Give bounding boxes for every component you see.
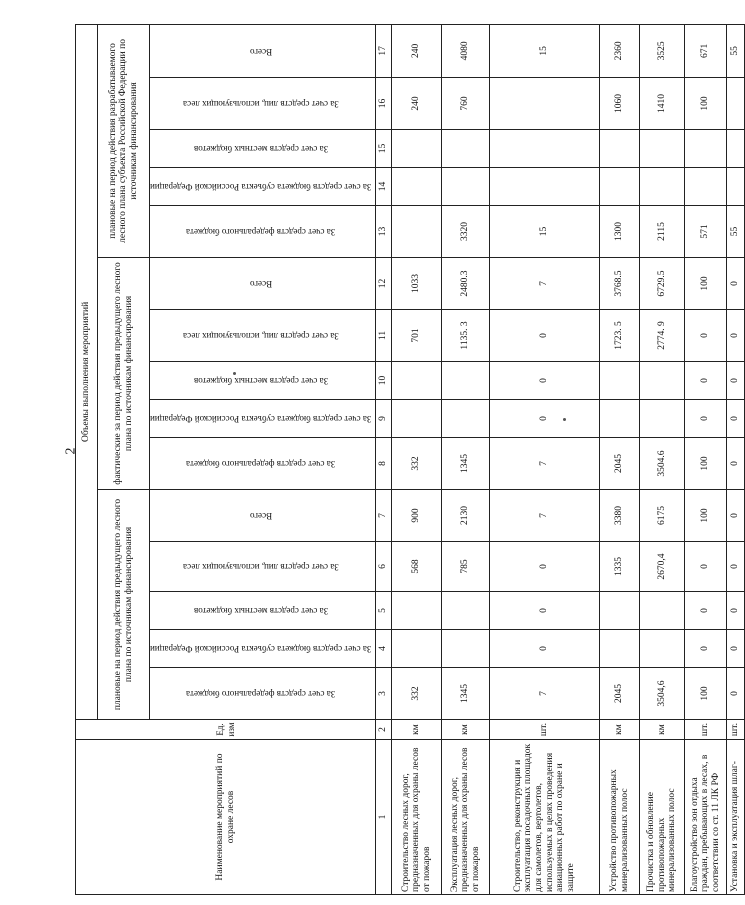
column-number: 3	[376, 668, 392, 720]
value-cell-15	[600, 130, 640, 168]
column-number: 13	[376, 206, 392, 258]
value-cell-16: 1060	[600, 78, 640, 130]
value-cell-17: 3525	[640, 24, 685, 77]
header-source-total: Всего	[150, 490, 376, 542]
value-cell-9: 0	[727, 400, 745, 438]
header-activity-name: Наименование мероприятий по охране лесов	[76, 740, 376, 895]
header-group-planned-new: плановые на период действия разрабатываемого лесного плана субъекта Российской Федерации по источникам финансирования	[98, 24, 150, 257]
value-cell-12: 6729.5	[640, 258, 685, 310]
value-cell-17: 671	[685, 24, 727, 77]
value-cell-14	[640, 168, 685, 206]
value-cell-6: 0	[685, 542, 727, 592]
unit-cell: км	[442, 720, 490, 740]
value-cell-6: 0	[490, 542, 600, 592]
value-cell-7: 0	[727, 490, 745, 542]
value-cell-7: 7	[490, 490, 600, 542]
column-number: 10	[376, 362, 392, 400]
header-source-regional: За счет средств бюджета субъекта Российской Федерации	[150, 630, 376, 668]
header-group-actual-prev: фактические за период действия предыдущего лесного плана по источникам финансирования	[98, 258, 150, 490]
value-cell-10	[442, 362, 490, 400]
column-number: 9	[376, 400, 392, 438]
value-cell-4	[640, 630, 685, 668]
value-cell-6: 785	[442, 542, 490, 592]
column-number: 11	[376, 310, 392, 362]
header-source-federal: За счет средств федерального бюджета	[150, 438, 376, 490]
activity-name-cell: Строительство лесных дорог, предназначенных для охраны лесов от пожаров	[392, 740, 442, 895]
value-cell-3: 7	[490, 668, 600, 720]
value-cell-17: 55	[727, 24, 745, 77]
value-cell-8: 2045	[600, 438, 640, 490]
table-row	[600, 24, 640, 894]
value-cell-3: 1345	[442, 668, 490, 720]
value-cell-7: 3380	[600, 490, 640, 542]
header-source-local: За счет средств местных бюджетов	[150, 362, 376, 400]
value-cell-5	[392, 592, 442, 630]
value-cell-9	[640, 400, 685, 438]
activity-name-cell: Устройство противопожарных минерализованных полос	[600, 740, 640, 895]
value-cell-4: 0	[685, 630, 727, 668]
header-group-planned-prev: плановые на период действия предыдущего лесного плана по источникам финансирования	[98, 490, 150, 720]
value-cell-14	[727, 168, 745, 206]
column-number: 14	[376, 168, 392, 206]
activity-name-cell: Строительство, реконструкция и эксплуатация посадочных площадок для самолетов, вертолетов, используемых в целях проведения авиационных работ по охране и защите	[490, 740, 600, 895]
unit-cell: км	[600, 720, 640, 740]
header-title: Объемы выполнения мероприятий	[76, 24, 98, 719]
table-row	[685, 24, 727, 894]
value-cell-7: 2130	[442, 490, 490, 542]
value-cell-8: 1345	[442, 438, 490, 490]
column-number: 6	[376, 542, 392, 592]
column-number: 12	[376, 258, 392, 310]
value-cell-15	[727, 130, 745, 168]
table-row	[442, 24, 490, 894]
value-cell-17: 240	[392, 24, 442, 77]
unit-cell: шт.	[727, 720, 745, 740]
value-cell-11: 2774. 9	[640, 310, 685, 362]
value-cell-10	[640, 362, 685, 400]
value-cell-8: 332	[392, 438, 442, 490]
value-cell-12: 3768.5	[600, 258, 640, 310]
value-cell-3: 2045	[600, 668, 640, 720]
value-cell-16: 100	[685, 78, 727, 130]
header-unit: Ед. изм	[76, 720, 376, 740]
table-row	[640, 24, 685, 894]
value-cell-12: 1033	[392, 258, 442, 310]
value-cell-14	[490, 168, 600, 206]
unit-cell: км	[640, 720, 685, 740]
value-cell-15	[392, 130, 442, 168]
activity-name-cell: Благоустройство зон отдыха граждан, пребывающих в лесах, в соответствии со ст. 11 ЛК РФ	[685, 740, 727, 895]
value-cell-5: 0	[490, 592, 600, 630]
unit-cell: шт.	[490, 720, 600, 740]
header-source-users: За счет средств лиц, использующих леса	[150, 78, 376, 130]
value-cell-5: 0	[685, 592, 727, 630]
value-cell-8: 100	[685, 438, 727, 490]
value-cell-4: 0	[490, 630, 600, 668]
value-cell-13: 55	[727, 206, 745, 258]
unit-cell: км	[392, 720, 442, 740]
column-number: 15	[376, 130, 392, 168]
value-cell-6: 0	[727, 542, 745, 592]
header-source-local: За счет средств местных бюджетов	[150, 130, 376, 168]
value-cell-3: 3504,6	[640, 668, 685, 720]
value-cell-17: 2360	[600, 24, 640, 77]
value-cell-8: 7	[490, 438, 600, 490]
forest-protection-table	[75, 24, 745, 895]
value-cell-15	[442, 130, 490, 168]
value-cell-4: 0	[727, 630, 745, 668]
value-cell-8: 0	[727, 438, 745, 490]
rotated-table-page	[75, 25, 741, 895]
value-cell-11: 0	[490, 310, 600, 362]
value-cell-3: 332	[392, 668, 442, 720]
value-cell-13: 15	[490, 206, 600, 258]
value-cell-4	[600, 630, 640, 668]
value-cell-10: 0	[727, 362, 745, 400]
header-source-local: За счет средств местных бюджетов	[150, 592, 376, 630]
value-cell-9	[392, 400, 442, 438]
value-cell-10: 0	[490, 362, 600, 400]
value-cell-9	[600, 400, 640, 438]
value-cell-3: 0	[727, 668, 745, 720]
value-cell-15	[685, 130, 727, 168]
value-cell-9: 0	[490, 400, 600, 438]
column-number: 7	[376, 490, 392, 542]
value-cell-8: 3504.6	[640, 438, 685, 490]
page-number: 2	[63, 447, 79, 455]
header-source-regional: За счет средств бюджета субъекта Российской Федерации	[150, 400, 376, 438]
column-number: 8	[376, 438, 392, 490]
value-cell-5	[600, 592, 640, 630]
value-cell-11: 1723. 5	[600, 310, 640, 362]
header-source-users: За счет средств лиц, использующих леса	[150, 310, 376, 362]
value-cell-6: 1335	[600, 542, 640, 592]
value-cell-5: 0	[727, 592, 745, 630]
value-cell-12: 2480.3	[442, 258, 490, 310]
value-cell-5	[640, 592, 685, 630]
value-cell-10	[392, 362, 442, 400]
value-cell-6: 568	[392, 542, 442, 592]
value-cell-16: 1410	[640, 78, 685, 130]
value-cell-17: 15	[490, 24, 600, 77]
header-source-total: Всего	[150, 24, 376, 77]
value-cell-14	[442, 168, 490, 206]
column-number: 16	[376, 78, 392, 130]
value-cell-12: 7	[490, 258, 600, 310]
value-cell-15	[490, 130, 600, 168]
activity-name-cell: Установка и эксплуатация шлаг-	[727, 740, 745, 895]
value-cell-16: 760	[442, 78, 490, 130]
value-cell-13	[392, 206, 442, 258]
value-cell-13: 571	[685, 206, 727, 258]
value-cell-5	[442, 592, 490, 630]
value-cell-10	[600, 362, 640, 400]
value-cell-14	[685, 168, 727, 206]
column-number: 17	[376, 24, 392, 77]
table-row	[727, 24, 745, 894]
unit-cell: шт.	[685, 720, 727, 740]
value-cell-15	[640, 130, 685, 168]
value-cell-17: 4080	[442, 24, 490, 77]
activity-name-cell: Прочистка и обновление противопожарных минерализованных полос	[640, 740, 685, 895]
value-cell-3: 100	[685, 668, 727, 720]
value-cell-6: 2670,4	[640, 542, 685, 592]
value-cell-9: 0	[685, 400, 727, 438]
value-cell-7: 100	[685, 490, 727, 542]
value-cell-13: 3320	[442, 206, 490, 258]
header-source-federal: За счет средств федерального бюджета	[150, 206, 376, 258]
value-cell-11: 1135. 3	[442, 310, 490, 362]
column-number: 4	[376, 630, 392, 668]
value-cell-14	[600, 168, 640, 206]
column-number: 2	[376, 720, 392, 740]
value-cell-11: 0	[685, 310, 727, 362]
value-cell-16	[490, 78, 600, 130]
header-source-users: За счет средств лиц, использующих леса	[150, 542, 376, 592]
value-cell-12: 0	[727, 258, 745, 310]
value-cell-14	[392, 168, 442, 206]
value-cell-11: 0	[727, 310, 745, 362]
column-number: 5	[376, 592, 392, 630]
value-cell-11: 701	[392, 310, 442, 362]
activity-name-cell: Эксплуатация лесных дорог, предназначенных для охраны лесов от пожаров	[442, 740, 490, 895]
value-cell-12: 100	[685, 258, 727, 310]
value-cell-13: 1300	[600, 206, 640, 258]
column-number: 1	[376, 740, 392, 895]
header-source-federal: За счет средств федерального бюджета	[150, 668, 376, 720]
value-cell-16: 240	[392, 78, 442, 130]
header-source-total: Всего	[150, 258, 376, 310]
value-cell-4	[442, 630, 490, 668]
value-cell-9	[442, 400, 490, 438]
table-row	[392, 24, 442, 894]
value-cell-10: 0	[685, 362, 727, 400]
value-cell-4	[392, 630, 442, 668]
table-row	[490, 24, 600, 894]
value-cell-16	[727, 78, 745, 130]
value-cell-13: 2115	[640, 206, 685, 258]
value-cell-7: 6175	[640, 490, 685, 542]
header-source-regional: За счет средств бюджета субъекта Российской Федерации	[150, 168, 376, 206]
value-cell-7: 900	[392, 490, 442, 542]
